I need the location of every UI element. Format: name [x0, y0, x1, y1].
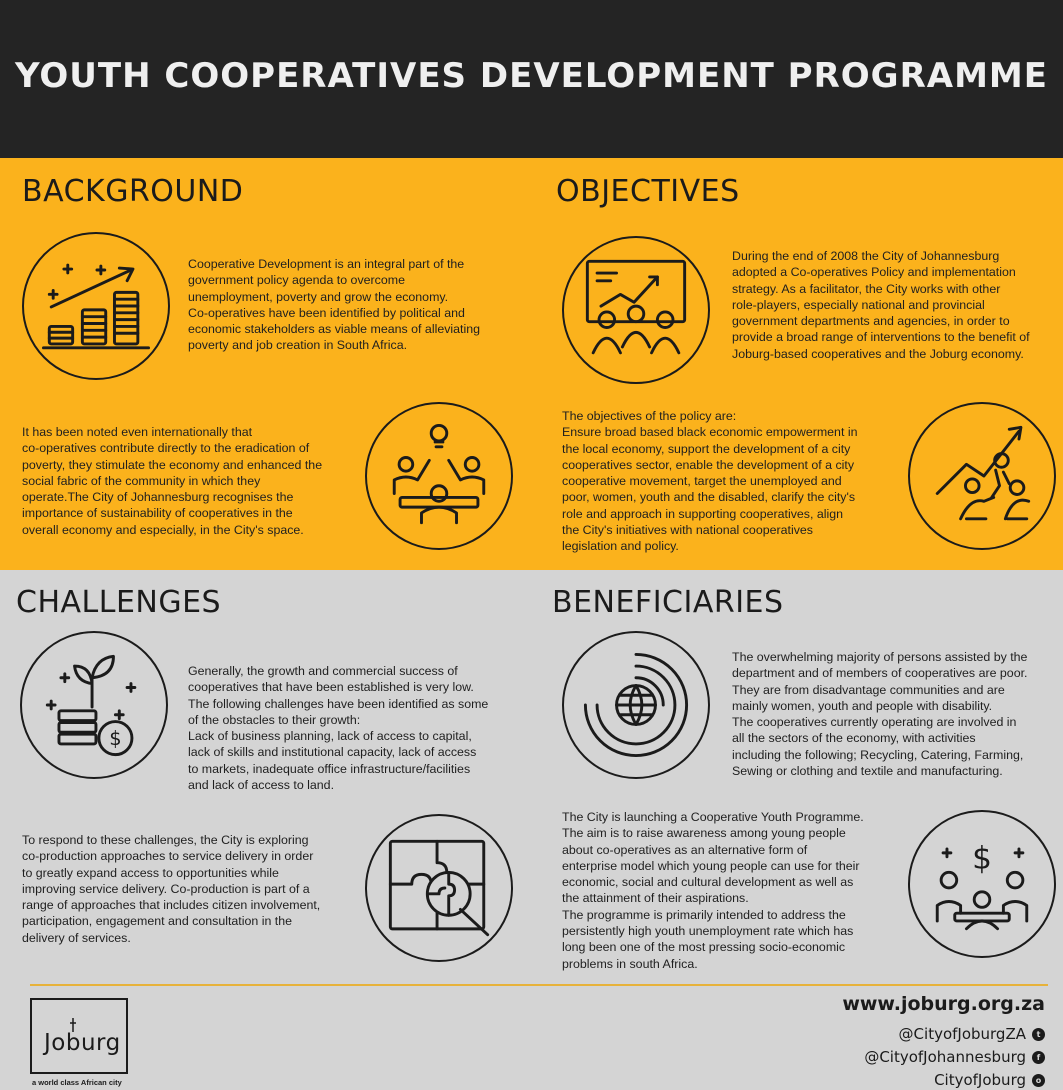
team-idea-icon — [365, 402, 513, 550]
joburg-logo — [30, 998, 128, 1074]
objectives-paragraph-1: During the end of 2008 the City of Johannesburg adopted a Co-operatives Policy and implementation strategy. As a facilitator, the City works with other role-players, especially national and provincial government departments and agencies, in order to provide a broad range of interventions to the benefit of Joburg-based cooperatives and the Joburg economy. — [732, 249, 1030, 361]
header-bar — [0, 0, 1063, 158]
challenges-paragraph-1: Generally, the growth and commercial success of cooperatives that have been established is very low. The following challenges have been identified as some of the obstacles to their growth: Lack of business planning, lack of access to capital, lack of skills and institutional capacity, lack of access to markets, inadequate office infrastructure/facilities and lack of access to land. — [188, 664, 489, 793]
background-paragraph-2: It has been noted even internationally that co-operatives contribute directly to the eradication of poverty, they stimulate the economy and enhanced the social fabric of the community in which they operate.The City of Johannesburg recognises the importance of sustainability of cooperatives in the overall economy and especially, in the City's space. — [22, 425, 323, 537]
background-heading: BACKGROUND — [22, 174, 244, 209]
logo-text: Joburg — [44, 1030, 121, 1056]
website-link[interactable]: www.joburg.org.za — [842, 993, 1045, 1015]
svg-text:$: $ — [109, 726, 122, 750]
presentation-chart-icon — [562, 236, 710, 384]
challenges-paragraph-2: To respond to these challenges, the City is exploring co-production approaches to service delivery in order to greatly expand access to opportunities while improving service delivery. Co-production is part of a range of approaches that includes citizen involvement, participation, engagement and consultation in the delivery of services. — [22, 833, 321, 945]
page-title: YOUTH COOPERATIVES DEVELOPMENT PROGRAMME — [15, 56, 1048, 96]
objectives-heading: OBJECTIVES — [556, 174, 740, 209]
beneficiaries-paragraph-2: The City is launching a Cooperative Youth Programme. The aim is to raise awareness among young people about co-operatives as an alternative form of enterprise model which young people can use for their economic, social and cultural development as well as the attainment of their aspirations. The programme is primarily intended to address the persistently high youth unemployment rate which has long been one of the most pressing socio-economic problems in south Africa. — [562, 810, 864, 971]
instagram-label: CityofJoburg — [934, 1071, 1026, 1089]
facebook-label: @CityofJohannesburg — [864, 1048, 1026, 1066]
twitter-icon: t — [1032, 1028, 1045, 1041]
challenges-heading: CHALLENGES — [16, 585, 222, 620]
coins-growth-icon — [22, 232, 170, 380]
facebook-handle[interactable] — [864, 1048, 1045, 1066]
footer-divider — [30, 984, 1048, 986]
climbing-team-icon — [908, 402, 1056, 550]
beneficiaries-paragraph-1: The overwhelming majority of persons assisted by the department and of members of cooperatives are poor. They are from disadvantage communities and are mainly women, youth and people with disability. The cooperatives currently operating are involved in all the sectors of the economy, with activities including the following; Recycling, Catering, Farming, Sewing or clothing and textile and manufacturing. — [732, 650, 1028, 779]
team-money-icon — [908, 810, 1056, 958]
twitter-handle[interactable] — [899, 1025, 1045, 1043]
svg-text:$: $ — [972, 840, 992, 877]
puzzle-search-icon — [365, 814, 513, 962]
beneficiaries-heading: BENEFICIARIES — [552, 585, 784, 620]
background-paragraph-1: Cooperative Development is an integral part of the government policy agenda to overcome unemployment, poverty and grow the economy. Co-operatives have been identified by political and economic stakeholders as viable means of alleviating poverty and job creation in South Africa. — [188, 257, 481, 353]
instagram-handle[interactable] — [934, 1071, 1045, 1089]
globe-target-icon — [562, 631, 710, 779]
facebook-icon: f — [1032, 1051, 1045, 1064]
twitter-label: @CityofJoburgZA — [898, 1025, 1026, 1043]
objectives-paragraph-2: The objectives of the policy are: Ensure broad based black economic empowerment in the local economy, support the development of a city cooperatives sector, enable the development of a city cooperative movement, target the unemployed and poor, women, youth and the disabled, clarify the city's role and approach in supporting cooperatives, align the City's initiatives with national cooperatives legislation and policy. — [562, 409, 858, 554]
instagram-icon: o — [1032, 1074, 1045, 1087]
plant-money-icon — [20, 631, 168, 779]
logo-tagline: a world class African city — [32, 1078, 122, 1087]
